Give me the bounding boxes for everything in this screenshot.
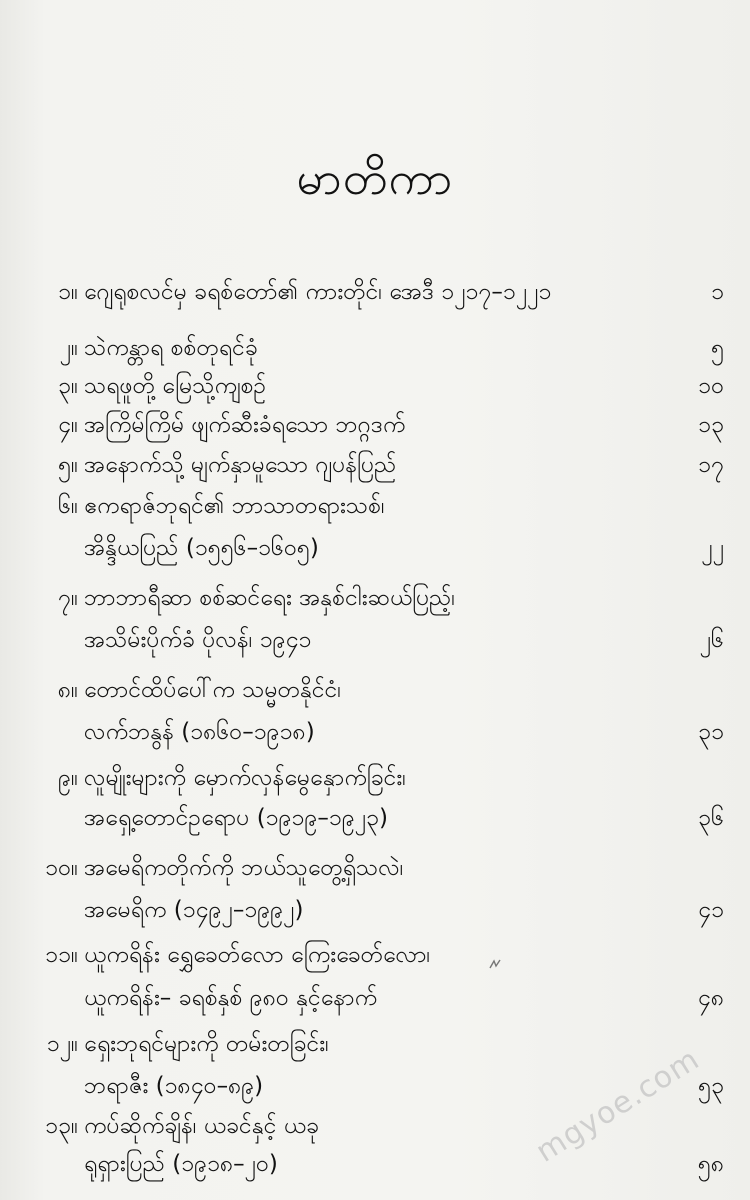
toc-entry-6-continued xyxy=(0,528,750,568)
entry-page-number: ၁၀ xyxy=(698,373,724,399)
entry-title: အနောက်သို့ မျက်နှာမူသော ဂျပန်ပြည် xyxy=(84,452,397,478)
entry-title: ဂျေရုစလင်မှ ခရစ်တော်၏ ကားတိုင်၊ အေဒီ ၁၂၁၇–၁၂၂၁ xyxy=(84,279,552,305)
entry-page-number: ၂၆ xyxy=(699,627,724,653)
toc-entry-12 xyxy=(0,1024,750,1064)
entry-page-number: ၄၈ xyxy=(697,985,724,1011)
entry-subtitle: အသိမ်းပိုက်ခံ ပိုလန်၊ ၁၉၄၁ xyxy=(84,627,312,653)
entry-number: ၅။ xyxy=(58,452,78,478)
toc-entry-10 xyxy=(0,848,750,888)
entry-number: ၄။ xyxy=(58,412,78,438)
entry-subtitle: အရှေ့တောင်ဥရောပ (၁၉၁၉–၁၉၂၃) xyxy=(84,805,388,831)
ink-smudge-mark xyxy=(488,958,502,972)
entry-subtitle: အမေရိက (၁၄၉၂–၁၉၉၂) xyxy=(84,897,304,923)
toc-entry-9 xyxy=(0,758,750,798)
toc-entry-11 xyxy=(0,935,750,975)
watermark: mgyoe.com xyxy=(530,1041,706,1170)
toc-entry-7-continued xyxy=(0,620,750,660)
toc-entry-5 xyxy=(0,445,750,485)
entry-number: ၉။ xyxy=(58,765,78,791)
toc-entry-3 xyxy=(0,366,750,406)
toc-entry-10-continued xyxy=(0,890,750,930)
toc-entry-1 xyxy=(0,272,750,312)
toc-entry-6 xyxy=(0,486,750,526)
entry-page-number: ၁ xyxy=(711,279,724,305)
entry-title: သဲကန္တာရ စစ်တုရင်ခုံ xyxy=(84,335,258,361)
entry-number: ၃။ xyxy=(58,373,78,399)
entry-page-number: ၃၁ xyxy=(698,719,724,745)
entry-title: တောင်ထိပ်ပေါ်က သမ္မတနိုင်ငံ၊ xyxy=(84,677,342,703)
entry-subtitle: ရုရှားပြည် (၁၉၁၈–၂၀) xyxy=(84,1151,278,1177)
entry-title: ဘာဘာရီဆာ စစ်ဆင်ရေး အနှစ်ငါးဆယ်ပြည့်၊ xyxy=(84,585,456,611)
toc-entry-7 xyxy=(0,578,750,618)
toc-entry-8 xyxy=(0,670,750,710)
toc-entry-11-continued xyxy=(0,978,750,1018)
entry-page-number: ၂၂ xyxy=(701,535,724,561)
entry-title: အကြိမ်ကြိမ် ဖျက်ဆီးခံရသော ဘဂ္ဂဒက် xyxy=(84,412,406,438)
toc-entry-9-continued xyxy=(0,798,750,838)
entry-number: ၂။ xyxy=(59,335,78,361)
toc-entry-13-continued xyxy=(0,1144,750,1184)
page-title: မာတိကာ xyxy=(296,151,454,205)
entry-subtitle: အိန္ဒိယပြည် (၁၅၅၆–၁၆၀၅) xyxy=(84,535,319,561)
entry-page-number: ၃၆ xyxy=(698,805,724,831)
entry-number: ၁၀။ xyxy=(45,855,78,881)
entry-subtitle: လက်ဘနွန် (၁၈၆၀–၁၉၁၈) xyxy=(84,719,315,745)
entry-number: ၁၂။ xyxy=(46,1031,78,1057)
entry-page-number: ၅ xyxy=(711,335,724,361)
entry-subtitle: ယူကရိန်း– ခရစ်နှစ် ၉၈၀ နှင့်နောက် xyxy=(84,985,378,1011)
entry-page-number: ၁၃ xyxy=(698,412,724,438)
entry-page-number: ၁၇ xyxy=(698,452,724,478)
entry-title: လူမျိုးများကို မှောက်လှန်မွေနှောက်ခြင်း၊ xyxy=(84,765,406,791)
entry-page-number: ၅၈ xyxy=(697,1151,724,1177)
entry-title: ကပ်ဆိုက်ချိန်၊ ယခင်နှင့် ယခု xyxy=(84,1113,320,1139)
entry-number: ၁။ xyxy=(58,279,78,305)
entry-subtitle: ဘရာဇီး (၁၈၄၀–၈၉) xyxy=(84,1073,264,1099)
entry-number: ၆။ xyxy=(58,493,78,519)
entry-number: ၇။ xyxy=(58,585,78,611)
entry-number: ၁၁။ xyxy=(45,942,78,968)
entry-number: ၁၃။ xyxy=(45,1113,78,1139)
entry-title: သရဖူတို့ မြေသို့ကျစဉ် xyxy=(84,373,267,399)
entry-page-number: ၅၃ xyxy=(698,1073,724,1099)
toc-entry-4 xyxy=(0,405,750,445)
toc-entry-2 xyxy=(0,328,750,368)
entry-title: ဧကရာဇ်ဘုရင်၏ ဘာသာတရားသစ်၊ xyxy=(84,493,385,519)
entry-title: ရှေးဘုရင်များကို တမ်းတခြင်း၊ xyxy=(84,1031,329,1057)
entry-number: ၈။ xyxy=(57,677,78,703)
entry-title: အမေရိကတိုက်ကို ဘယ်သူတွေ့ရှိသလဲ၊ xyxy=(84,855,404,881)
entry-title: ယူကရိန်း ရွှေခေတ်လော ကြေးခေတ်လော၊ xyxy=(84,942,431,968)
entry-page-number: ၄၁ xyxy=(698,897,724,923)
toc-entry-8-continued xyxy=(0,712,750,752)
